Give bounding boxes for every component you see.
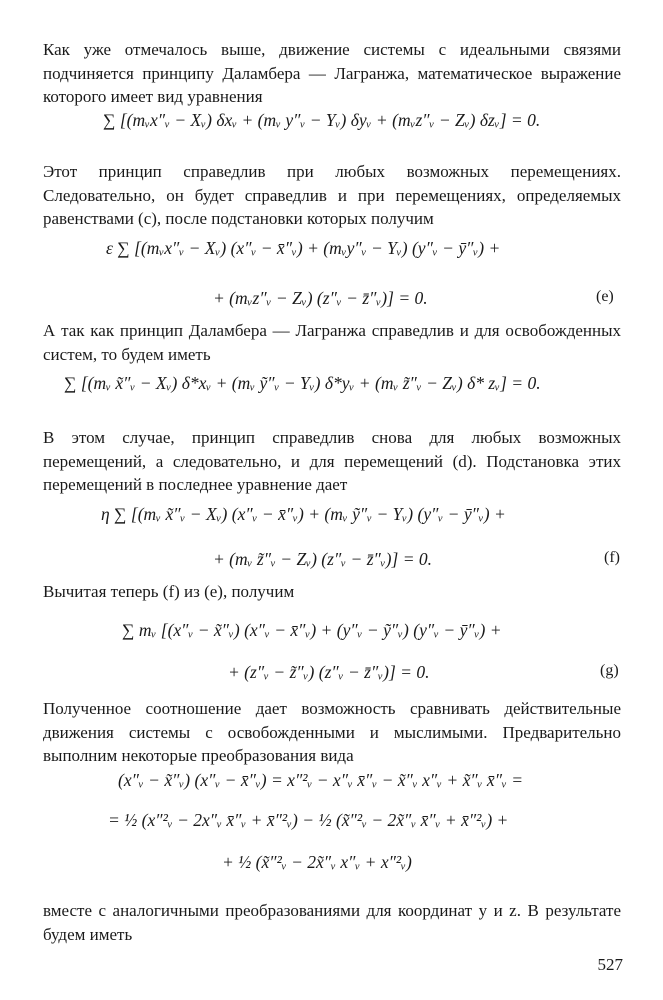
equation-tag-e: (e): [596, 288, 614, 305]
equation-text: ∑ mᵥ [(x″ᵥ − x̃″ᵥ) (x″ᵥ − x̄″ᵥ) + (y″ᵥ − ỹ″ᵥ) (y″ᵥ − ȳ″ᵥ) +: [122, 620, 502, 640]
equation-text: + (mᵥ z̃″ᵥ − Zᵥ) (z″ᵥ − z̄″ᵥ)] = 0.: [213, 549, 433, 569]
equation-tag-g: (g): [600, 662, 619, 679]
page-number: 527: [597, 955, 623, 974]
equation-text: + (mᵥz″ᵥ − Zᵥ) (z″ᵥ − z̄″ᵥ)] = 0.: [213, 288, 428, 308]
equation-tag-f: (f): [604, 549, 620, 566]
equation-text: + (z″ᵥ − z̃″ᵥ) (z″ᵥ − z̄″ᵥ)] = 0.: [228, 662, 430, 682]
equation-text: ∑ [(mᵥ x̃″ᵥ − Xᵥ) δ*xᵥ + (mᵥ ỹ″ᵥ − Yᵥ) δ*yᵥ + (mᵥ z̃″ᵥ − Zᵥ) δ* zᵥ] = 0.: [64, 373, 541, 393]
paragraph-substitution: В этом случае, принцип справедлив снова для любых возможных перемещений, а следовательно, и для перемещений (d). Подстановка этих перемещений в последнее уравнение дает: [43, 428, 621, 494]
equation-text: η ∑ [(mᵥ x̃″ᵥ − Xᵥ) (x″ᵥ − x̄″ᵥ) + (mᵥ ỹ″ᵥ − Yᵥ) (y″ᵥ − ȳ″ᵥ) +: [101, 504, 506, 524]
paragraph-conclusion: вместе с аналогичными преобразованиями для координат y и z. В результате будем иметь: [43, 901, 621, 944]
paragraph-comparison: Полученное соотношение дает возможность сравнивать действительные движения системы с освобожденными и мыслимыми. Предварительно выполним некоторые преобразования вида: [43, 699, 621, 765]
paragraph-subtract: Вычитая теперь (f) из (e), получим: [43, 582, 295, 601]
equation-text: (x″ᵥ − x̃″ᵥ) (x″ᵥ − x̄″ᵥ) = x″²ᵥ − x″ᵥ x̄″ᵥ − x̃″ᵥ x″ᵥ + x̃″ᵥ x̄″ᵥ =: [118, 770, 524, 790]
equation-text: = ½ (x″²ᵥ − 2x″ᵥ x̄″ᵥ + x̄″²ᵥ) − ½ (x̃″²ᵥ − 2x̃″ᵥ x̄″ᵥ + x̄″²ᵥ) +: [108, 810, 509, 830]
equation-text: ε ∑ [(mᵥx″ᵥ − Xᵥ) (x″ᵥ − x̄″ᵥ) + (mᵥy″ᵥ − Yᵥ) (y″ᵥ − ȳ″ᵥ) +: [106, 238, 501, 258]
equation-text: ∑ [(mᵥx″ᵥ − Xᵥ) δxᵥ + (mᵥ y″ᵥ − Yᵥ) δyᵥ + (mᵥz″ᵥ − Zᵥ) δzᵥ] = 0.: [103, 110, 541, 130]
paragraph-possible-displacements: Этот принцип справедлив при любых возможных перемещениях. Следовательно, он будет справедлив и при перемещениях, определяемых равенствами (с), после подстановки которых получим: [43, 162, 621, 228]
paragraph-intro: Как уже отмечалось выше, движение системы с идеальными связями подчиняется принципу Даламбера — Лагранжа, математическое выражение которого имеет вид уравнения: [43, 40, 621, 106]
equation-text: + ½ (x̃″²ᵥ − 2x̃″ᵥ x″ᵥ + x″²ᵥ): [222, 852, 412, 872]
paragraph-released-systems: А так как принцип Даламбера — Лагранжа справедлив и для освобожденных систем, то будем иметь: [43, 321, 621, 364]
